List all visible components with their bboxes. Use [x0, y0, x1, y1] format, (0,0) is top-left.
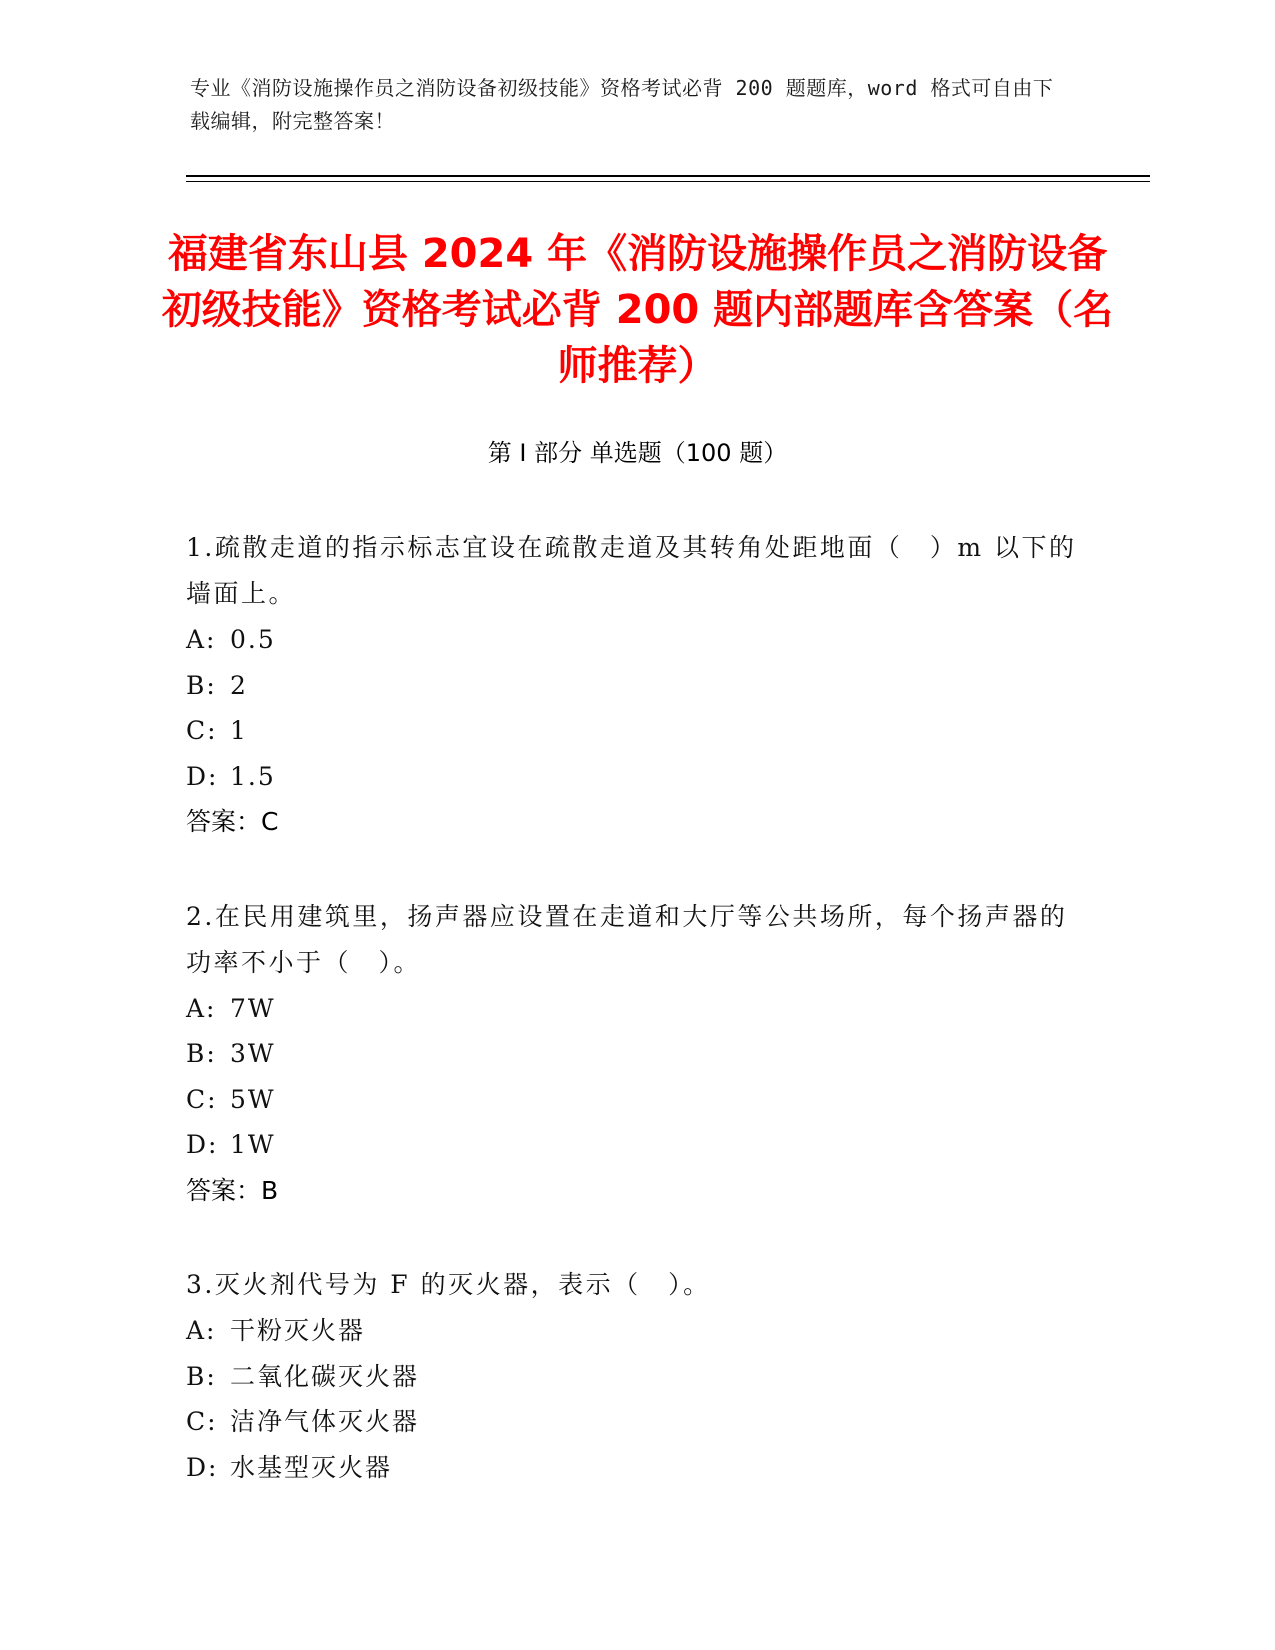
- option-text: 水基型灭火器: [230, 1452, 393, 1482]
- option-key: B:: [186, 1361, 217, 1391]
- question-item: [186, 894, 1086, 1214]
- option-text: 1.5: [230, 761, 276, 791]
- header-rule-thin: [186, 181, 1150, 182]
- option-a: [186, 1308, 1086, 1354]
- option-d: [186, 1445, 1086, 1491]
- option-d: [186, 754, 1086, 800]
- option-text: 0.5: [230, 625, 276, 654]
- option-text: 洁净气体灭火器: [230, 1407, 420, 1436]
- question-stem: 1.疏散走道的指示标志宜设在疏散走道及其转角处距地面（ ）m 以下的墙面上。: [186, 533, 1077, 608]
- option-text: 干粉灭火器: [230, 1316, 366, 1345]
- option-b: [186, 1354, 1086, 1400]
- question-list: [186, 525, 1086, 1539]
- option-key: D:: [186, 1130, 219, 1159]
- header-note: 专业《消防设施操作员之消防设备初级技能》资格考试必背 200 题题库，word 格式可自由下载编辑，附完整答案！: [190, 76, 1054, 133]
- option-b: [186, 663, 1086, 709]
- option-text: 7W: [230, 993, 276, 1023]
- option-key: A:: [186, 1316, 217, 1345]
- question-stem: 2.在民用建筑里，扬声器应设置在走道和大厅等公共场所，每个扬声器的功率不小于（ ）。: [186, 901, 1068, 977]
- question-item: [186, 525, 1086, 845]
- question-stem: 3.灭火剂代号为 F 的灭火器，表示（ ）。: [186, 1270, 711, 1299]
- option-text: 2: [230, 670, 248, 700]
- answer-line: 答案：B: [186, 1175, 279, 1205]
- header-rule-thick: [186, 175, 1150, 177]
- option-key: B:: [186, 1039, 217, 1068]
- option-a: [186, 617, 1086, 663]
- option-key: A:: [186, 993, 217, 1023]
- option-text: 3W: [230, 1039, 276, 1068]
- section-title: 第 I 部分 单选题（100 题）: [487, 439, 788, 467]
- option-b: [186, 1031, 1086, 1077]
- option-a: [186, 986, 1086, 1032]
- option-key: A:: [186, 625, 217, 654]
- option-text: 5W: [230, 1084, 276, 1114]
- option-c: [186, 1399, 1086, 1445]
- option-key: B:: [186, 670, 217, 700]
- document-title: 福建省东山县 2024 年《消防设施操作员之消防设备初级技能》资格考试必背 200 题内部题库含答案（名师推荐）: [161, 231, 1114, 389]
- option-key: C:: [186, 716, 218, 745]
- option-text: 1: [230, 716, 248, 745]
- option-c: [186, 1077, 1086, 1123]
- option-d: [186, 1122, 1086, 1168]
- answer-line: 答案：C: [186, 807, 279, 836]
- option-text: 1W: [230, 1130, 276, 1159]
- option-text: 二氧化碳灭火器: [230, 1361, 420, 1391]
- option-key: C:: [186, 1084, 218, 1114]
- option-key: C:: [186, 1407, 218, 1436]
- option-key: D:: [186, 761, 219, 791]
- option-c: [186, 708, 1086, 754]
- question-item: [186, 1262, 1086, 1490]
- option-key: D:: [186, 1452, 219, 1482]
